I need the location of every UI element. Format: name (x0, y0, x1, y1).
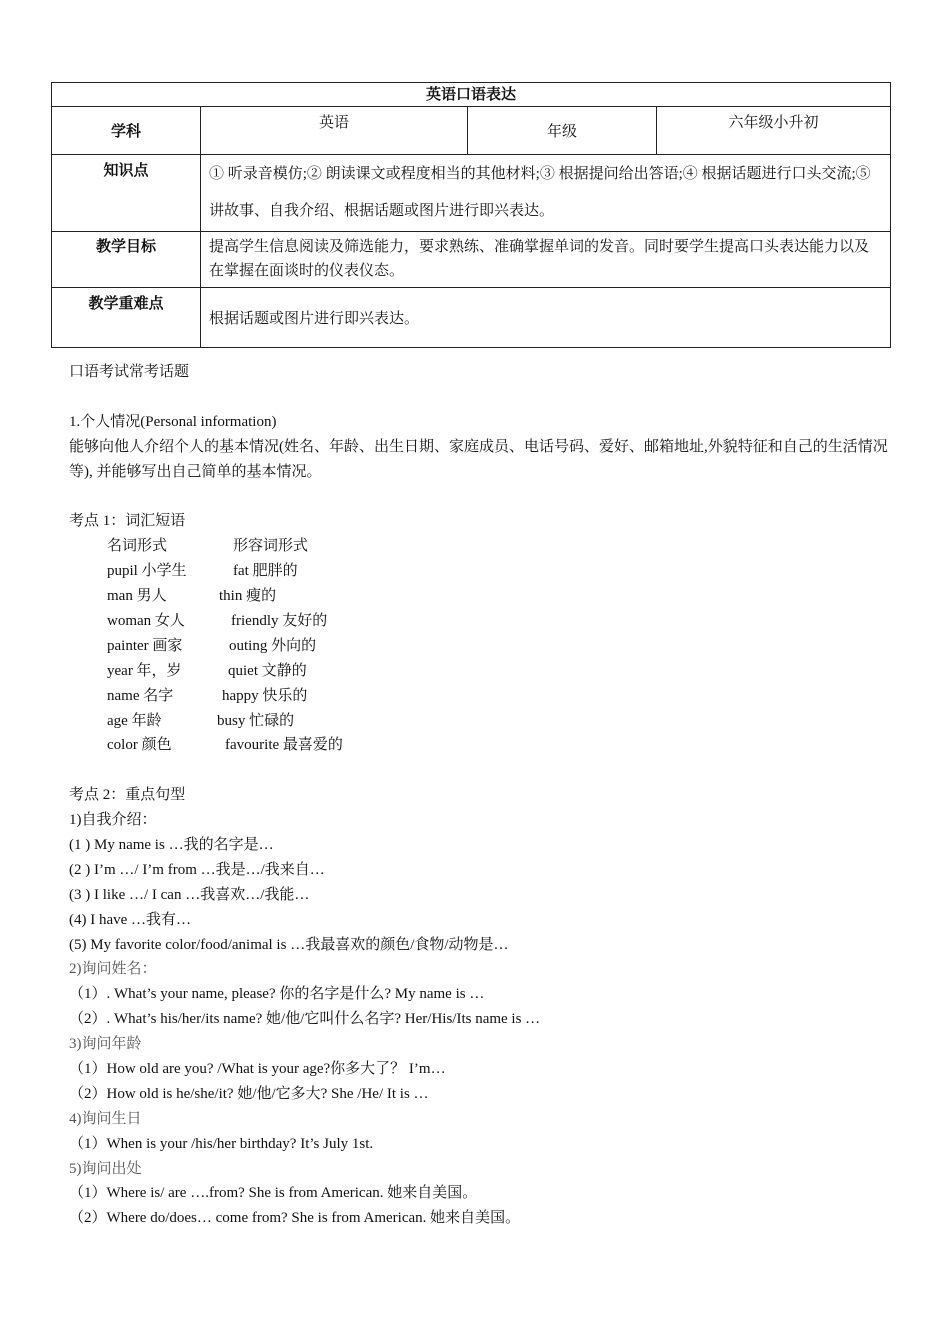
point-title: 考点 2：重点句型 (69, 787, 186, 804)
subsection-title: 3)询问年龄 (69, 1036, 142, 1053)
vocab-adj: favourite 最喜爱的 (225, 737, 343, 754)
vocab-adj: happy 快乐的 (222, 687, 308, 704)
vocab-noun: woman 女人 (107, 612, 185, 629)
subsection-title: 4)询问生日 (69, 1110, 142, 1127)
sentence-item: (1 ) My name is …我的名字是… (69, 836, 274, 853)
subject-label: 学科 (52, 107, 201, 155)
vocab-row (69, 584, 889, 609)
sentence-item: （2）. What’s his/her/its name? 她/他/它叫什么名字? Her/His/Its name is … (69, 1011, 541, 1028)
lesson-info-table (51, 82, 891, 348)
sentence-item: (3 ) I like …/ I can …我喜欢…/我能… (69, 886, 310, 903)
vocab-noun: pupil 小学生 (107, 563, 187, 580)
vocab-adj: thin 瘦的 (219, 588, 277, 605)
vocab-noun: painter 画家 (107, 637, 183, 654)
sentence-item: （1）When is your /his/her birthday? It’s July 1st. (69, 1135, 374, 1152)
subsection-title: 2)询问姓名： (69, 961, 157, 978)
knowledge-value: ① 听录音模仿;② 朗读课文或程度相当的其他材料;③ 根据提问给出答语;④ 根据话题进行口头交流;⑤ 讲故事、自我介绍、根据话题或图片进行即兴表达。 (201, 155, 891, 232)
sentence-item: （2）How old is he/she/it? 她/他/它多大? She /He/ It is … (69, 1085, 429, 1102)
vocab-row (69, 733, 889, 758)
sentence-item: (5) My favorite color/food/animal is …我最喜欢的颜色/食物/动物是… (69, 936, 509, 953)
vocab-noun: name 名字 (107, 687, 174, 704)
vocab-noun: color 颜色 (107, 737, 172, 754)
vocab-adj: fat 肥胖的 (233, 563, 298, 580)
subsection-title: 5)询问出处 (69, 1160, 142, 1177)
grade-value: 六年级小升初 (657, 107, 891, 155)
vocab-header-adj: 形容词形式 (233, 538, 309, 555)
vocab-row (69, 609, 889, 634)
table-title: 英语口语表达 (52, 83, 891, 107)
sentence-item: （1）How old are you? /What is your age?你多大了？ I’m… (69, 1060, 446, 1077)
sentence-item: (4) I have …我有… (69, 911, 192, 928)
vocab-adj: outing 外向的 (229, 637, 317, 654)
vocab-header-noun: 名词形式 (107, 538, 168, 555)
subject-value: 英语 (201, 107, 468, 155)
focus-value: 根据话题或图片进行即兴表达。 (201, 288, 891, 348)
focus-label: 教学重难点 (52, 288, 201, 348)
vocab-header (69, 534, 889, 559)
sentence-item: （1）Where is/ are ….from? She is from American. 她来自美国。 (69, 1185, 478, 1202)
goal-label: 教学目标 (52, 232, 201, 288)
vocab-noun: man 男人 (107, 588, 167, 605)
document-body (69, 360, 889, 1231)
topic-description: 能够向他人介绍个人的基本情况(姓名、年龄、出生日期、家庭成员、电话号码、爱好、邮箱地址,外貌特征和自己的生活情况等), 并能够写出自己简单的基本情况。 (69, 438, 888, 480)
section-heading: 口语考试常考话题 (69, 364, 190, 380)
subsection-title: 1)自我介绍： (69, 812, 157, 829)
vocab-adj: quiet 文静的 (228, 662, 307, 679)
topic-title: 1.个人情况(Personal information) (69, 413, 277, 430)
vocab-adj: friendly 友好的 (231, 612, 328, 629)
vocab-row (69, 559, 889, 584)
sentence-item: (2 ) I’m …/ I’m from …我是…/我来自… (69, 861, 325, 878)
vocab-row (69, 684, 889, 709)
knowledge-label: 知识点 (52, 155, 201, 232)
sentence-item: （2）Where do/does… come from? She is from American. 她来自美国。 (69, 1210, 521, 1227)
vocab-row (69, 634, 889, 659)
point-title: 考点 1：词汇短语 (69, 513, 186, 530)
vocab-adj: busy 忙碌的 (217, 712, 295, 729)
sentence-item: （1）. What’s your name, please? 你的名字是什么? My name is … (69, 986, 485, 1003)
vocab-noun: year 年，岁 (107, 662, 182, 679)
vocab-row (69, 709, 889, 734)
goal-value: 提高学生信息阅读及筛选能力，要求熟练、准确掌握单词的发音。同时要学生提高口头表达能力以及在掌握在面谈时的仪表仪态。 (201, 232, 891, 288)
vocab-noun: age 年龄 (107, 712, 162, 729)
vocab-row (69, 659, 889, 684)
grade-label: 年级 (468, 107, 657, 155)
